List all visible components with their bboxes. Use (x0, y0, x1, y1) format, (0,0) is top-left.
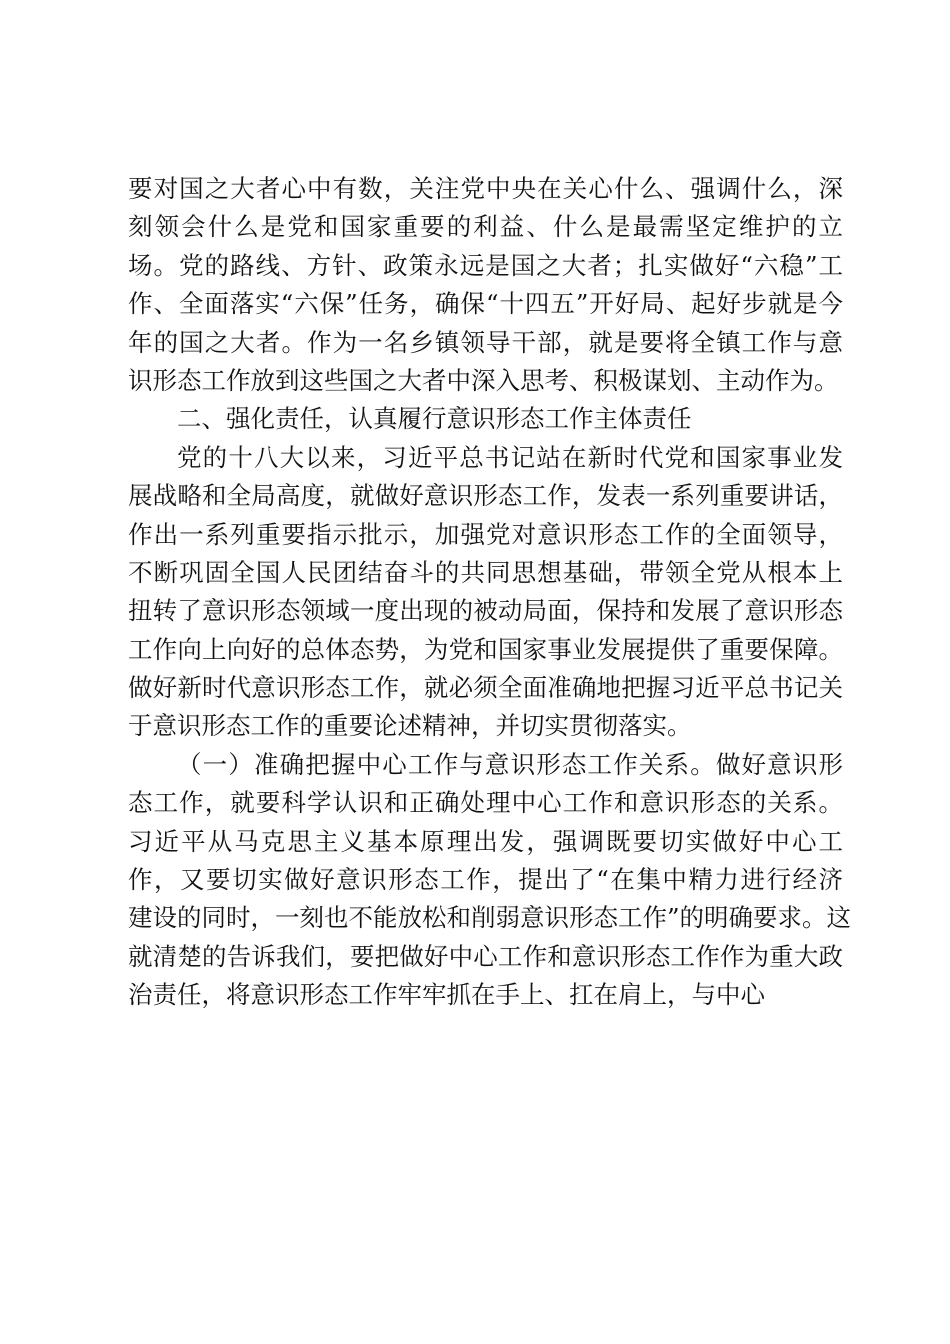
text-line: 不断巩固全国人民团结奋斗的共同思想基础，带领全党从根本上 (128, 557, 843, 587)
text-line: （一）准确把握中心工作与意识形态工作关系。做好意识形 (177, 749, 843, 779)
text-line: 要对国之大者心中有数，关注党中央在关心什么、强调什么，深 (128, 174, 843, 203)
text-line: 工作向上向好的总体态势，为党和国家事业发展提供了重要保障。 (128, 634, 843, 664)
text-line: 扭转了意识形态领域一度出现的被动局面，保持和发展了意识形态 (128, 596, 843, 626)
paragraph-p3 (128, 439, 843, 746)
text-line: 做好新时代意识形态工作，就必须全面准确地把握习近平总书记关 (128, 673, 843, 703)
text-line: 建设的同时，一刻也不能放松和削弱意识形态工作”的明确要求。这 (128, 903, 852, 933)
text-line: 年的国之大者。作为一名乡镇领导干部，就是要将全镇工作与意 (128, 327, 843, 357)
paragraph-p1 (128, 170, 843, 400)
text-line: 刻领会什么是党和国家重要的利益、什么是最需坚定维护的立 (128, 212, 843, 242)
text-line: 治责任，将意识形态工作牢牢抓在手上、扛在肩上，与中心 (128, 980, 765, 1010)
text-line: 态工作，就要科学认识和正确处理中心工作和意识形态的关系。 (128, 788, 843, 818)
text-line: 作出一系列重要指示批示，加强党对意识形态工作的全面领导， (128, 519, 843, 549)
text-line: 展战略和全局高度，就做好意识形态工作，发表一系列重要讲话， (128, 481, 843, 511)
text-line: 就清楚的告诉我们，要把做好中心工作和意识形态工作作为重大政 (128, 941, 843, 971)
heading-line: 二、强化责任，认真履行意识形态工作主体责任 (177, 404, 692, 434)
document-body (128, 170, 852, 1015)
text-line: 党的十八大以来，习近平总书记站在新时代党和国家事业发 (177, 442, 843, 472)
paragraph-p4 (128, 746, 852, 1015)
text-line: 作，又要切实做好意识形态工作，提出了“在集中精力进行经济 (128, 865, 843, 895)
text-line: 于意识形态工作的重要论述精神，并切实贯彻落实。 (128, 711, 692, 741)
text-line: 识形态工作放到这些国之大者中深入思考、积极谋划、主动作为。 (128, 365, 839, 395)
section-heading-2 (128, 400, 843, 438)
text-line: 作、全面落实“六保”任务，确保“十四五”开好局、起好步就是今 (128, 289, 843, 319)
text-line: 场。党的路线、方针、政策永远是国之大者；扎实做好“六稳”工 (128, 250, 843, 280)
text-line: 习近平从马克思主义基本原理出发，强调既要切实做好中心工 (128, 826, 843, 856)
